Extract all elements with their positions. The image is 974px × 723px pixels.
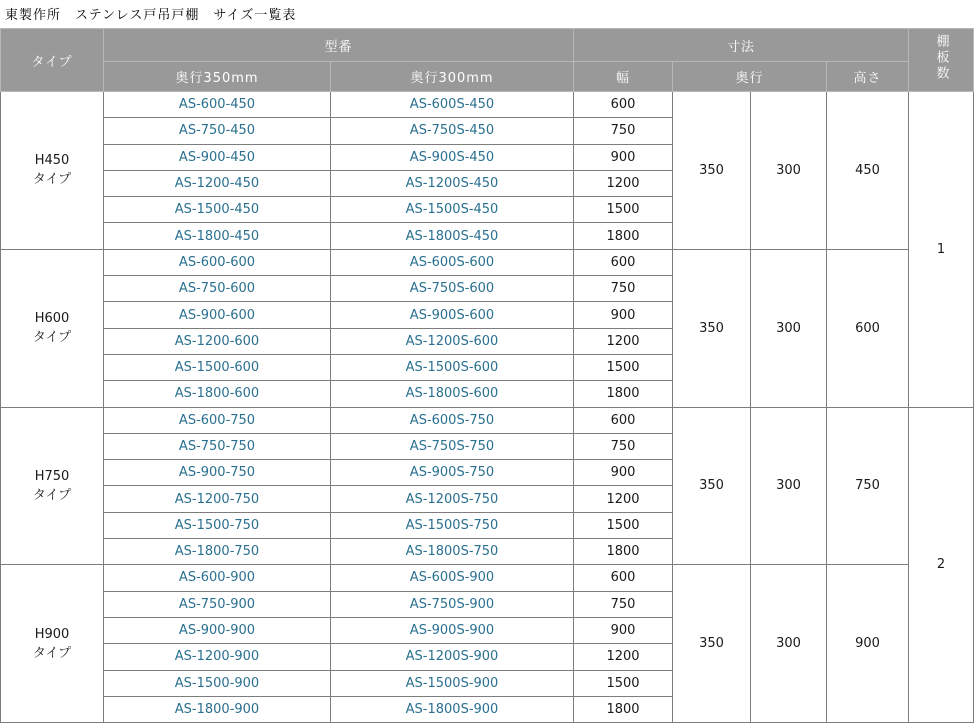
model-300-cell: [331, 354, 574, 380]
width-cell: 900: [574, 617, 673, 643]
model-link[interactable]: AS-600-450: [178, 97, 256, 113]
model-300-cell: [331, 696, 574, 722]
model-link[interactable]: AS-1800-450: [174, 228, 260, 244]
model-link[interactable]: AS-1500S-600: [405, 360, 499, 376]
model-link[interactable]: AS-1500-900: [174, 675, 260, 691]
depth300-cell: 300: [751, 407, 827, 565]
model-300-cell: [331, 197, 574, 223]
width-cell: 900: [574, 302, 673, 328]
model-link[interactable]: AS-1200S-750: [405, 491, 499, 507]
model-link[interactable]: AS-1200-600: [174, 333, 260, 349]
width-cell: 1800: [574, 223, 673, 249]
model-link[interactable]: AS-900S-900: [409, 623, 495, 639]
model-link[interactable]: AS-750S-450: [409, 123, 495, 139]
type-cell-h900: H900 タイプ: [1, 565, 104, 723]
width-cell: 750: [574, 591, 673, 617]
model-link[interactable]: AS-600-750: [178, 412, 256, 428]
model-350-cell: [104, 381, 331, 407]
model-300-cell: [331, 92, 574, 118]
width-cell: 1500: [574, 670, 673, 696]
model-350-cell: [104, 460, 331, 486]
model-link[interactable]: AS-1800-900: [174, 701, 260, 717]
shelf-count-vertical-label: 棚板数: [933, 34, 949, 82]
model-link[interactable]: AS-750S-600: [409, 281, 495, 297]
width-cell: 1800: [574, 539, 673, 565]
model-link[interactable]: AS-1800S-900: [405, 701, 499, 717]
model-300-cell: [331, 670, 574, 696]
model-link[interactable]: AS-900S-450: [409, 149, 495, 165]
model-300-cell: [331, 249, 574, 275]
shelf-count-cell: 2: [909, 407, 974, 723]
model-300-cell: [331, 460, 574, 486]
model-link[interactable]: AS-1200-450: [174, 176, 260, 192]
model-link[interactable]: AS-1800S-600: [405, 386, 499, 402]
depth300-cell: 300: [751, 92, 827, 250]
width-cell: 600: [574, 92, 673, 118]
model-link[interactable]: AS-1500S-750: [405, 517, 499, 533]
depth300-cell: 300: [751, 249, 827, 407]
model-link[interactable]: AS-600S-450: [409, 97, 495, 113]
table-row: [1, 565, 974, 591]
model-350-cell: [104, 223, 331, 249]
model-300-cell: [331, 565, 574, 591]
table-row: [1, 249, 974, 275]
model-link[interactable]: AS-600S-600: [409, 254, 495, 270]
width-cell: 1500: [574, 354, 673, 380]
model-link[interactable]: AS-750S-900: [409, 596, 495, 612]
model-link[interactable]: AS-750-600: [178, 281, 256, 297]
model-link[interactable]: AS-600-600: [178, 254, 256, 270]
width-cell: 1500: [574, 197, 673, 223]
model-300-cell: [331, 433, 574, 459]
width-cell: 600: [574, 407, 673, 433]
model-link[interactable]: AS-1800-750: [174, 544, 260, 560]
model-link[interactable]: AS-1200S-450: [405, 176, 499, 192]
model-300-cell: [331, 381, 574, 407]
model-300-cell: [331, 539, 574, 565]
model-350-cell: [104, 407, 331, 433]
model-300-cell: [331, 644, 574, 670]
model-link[interactable]: AS-750-450: [178, 123, 256, 139]
model-350-cell: [104, 302, 331, 328]
height-cell: 900: [827, 565, 909, 723]
model-link[interactable]: AS-750-900: [178, 596, 256, 612]
model-link[interactable]: AS-1200-900: [174, 649, 260, 665]
model-350-cell: [104, 328, 331, 354]
table-row: [1, 407, 974, 433]
model-300-cell: [331, 617, 574, 643]
width-cell: 750: [574, 433, 673, 459]
model-350-cell: [104, 591, 331, 617]
shelf-count-cell: 1: [909, 92, 974, 408]
header-row-1: [1, 29, 974, 62]
size-spec-table: [0, 28, 974, 723]
model-link[interactable]: AS-1500-450: [174, 202, 260, 218]
model-link[interactable]: AS-900S-600: [409, 307, 495, 323]
width-cell: 750: [574, 118, 673, 144]
width-cell: 600: [574, 565, 673, 591]
header-row-2: [1, 62, 974, 92]
model-350-cell: [104, 512, 331, 538]
model-350-cell: [104, 696, 331, 722]
page-title: 東製作所 ステンレス戸吊戸棚 サイズ一覧表: [5, 8, 297, 23]
model-350-cell: [104, 170, 331, 196]
width-cell: 1200: [574, 328, 673, 354]
table-row: [1, 92, 974, 118]
depth350-cell: 350: [673, 565, 751, 723]
width-cell: 900: [574, 460, 673, 486]
width-cell: 1200: [574, 644, 673, 670]
col-header-width: 幅: [574, 62, 673, 92]
model-link[interactable]: AS-600S-900: [409, 570, 495, 586]
model-300-cell: [331, 118, 574, 144]
col-header-depth350-model: 奥行350mm: [104, 62, 331, 92]
model-350-cell: [104, 644, 331, 670]
model-300-cell: [331, 407, 574, 433]
col-header-model: 型番: [104, 29, 574, 62]
col-header-type: タイプ: [1, 29, 104, 92]
width-cell: 1800: [574, 381, 673, 407]
width-cell: 1200: [574, 486, 673, 512]
model-300-cell: [331, 144, 574, 170]
model-link[interactable]: AS-1500-600: [174, 360, 260, 376]
model-350-cell: [104, 670, 331, 696]
model-link[interactable]: AS-900-600: [178, 307, 256, 323]
model-link[interactable]: AS-1500-750: [174, 517, 260, 533]
model-350-cell: [104, 197, 331, 223]
model-link[interactable]: AS-1800-600: [174, 386, 260, 402]
col-header-depth300-model: 奥行300mm: [331, 62, 574, 92]
col-header-dimensions: 寸法: [574, 29, 909, 62]
model-300-cell: [331, 591, 574, 617]
model-350-cell: [104, 617, 331, 643]
model-350-cell: [104, 144, 331, 170]
height-cell: 450: [827, 92, 909, 250]
model-350-cell: [104, 276, 331, 302]
height-cell: 750: [827, 407, 909, 565]
col-header-depth: 奥行: [673, 62, 827, 92]
model-link[interactable]: AS-750-750: [178, 439, 256, 454]
depth350-cell: 350: [673, 249, 751, 407]
model-300-cell: [331, 486, 574, 512]
model-350-cell: [104, 92, 331, 118]
model-link[interactable]: AS-900-450: [178, 149, 256, 165]
width-cell: 900: [574, 144, 673, 170]
model-350-cell: [104, 486, 331, 512]
model-300-cell: [331, 512, 574, 538]
page: [0, 4, 974, 723]
type-cell-h450: H450 タイプ: [1, 92, 104, 250]
depth350-cell: 350: [673, 92, 751, 250]
model-350-cell: [104, 433, 331, 459]
model-350-cell: [104, 249, 331, 275]
model-link[interactable]: AS-1500S-900: [405, 675, 499, 691]
col-header-shelf-count: [909, 29, 974, 92]
model-300-cell: [331, 328, 574, 354]
model-link[interactable]: AS-1200S-600: [405, 333, 499, 349]
model-350-cell: [104, 118, 331, 144]
type-cell-h600: H600 タイプ: [1, 249, 104, 407]
model-300-cell: [331, 170, 574, 196]
model-link[interactable]: AS-1800S-750: [405, 544, 499, 560]
model-link[interactable]: AS-900-750: [178, 465, 256, 481]
width-cell: 600: [574, 249, 673, 275]
height-cell: 600: [827, 249, 909, 407]
model-300-cell: [331, 302, 574, 328]
width-cell: 1200: [574, 170, 673, 196]
model-link[interactable]: AS-900-900: [178, 623, 256, 639]
model-350-cell: [104, 565, 331, 591]
model-350-cell: [104, 354, 331, 380]
col-header-height: 高さ: [827, 62, 909, 92]
width-cell: 1500: [574, 512, 673, 538]
model-link[interactable]: AS-600-900: [178, 570, 256, 586]
model-link[interactable]: AS-750S-750: [409, 439, 495, 454]
model-300-cell: [331, 276, 574, 302]
model-link[interactable]: AS-1200-750: [174, 491, 260, 507]
model-link[interactable]: AS-1200S-900: [405, 649, 499, 665]
model-350-cell: [104, 539, 331, 565]
width-cell: 750: [574, 276, 673, 302]
model-300-cell: [331, 223, 574, 249]
depth300-cell: 300: [751, 565, 827, 723]
model-link[interactable]: AS-600S-750: [409, 412, 495, 428]
depth350-cell: 350: [673, 407, 751, 565]
model-link[interactable]: AS-1500S-450: [405, 202, 499, 218]
model-link[interactable]: AS-1800S-450: [405, 228, 499, 244]
width-cell: 1800: [574, 696, 673, 722]
model-link[interactable]: AS-900S-750: [409, 465, 495, 481]
type-cell-h750: H750 タイプ: [1, 407, 104, 565]
